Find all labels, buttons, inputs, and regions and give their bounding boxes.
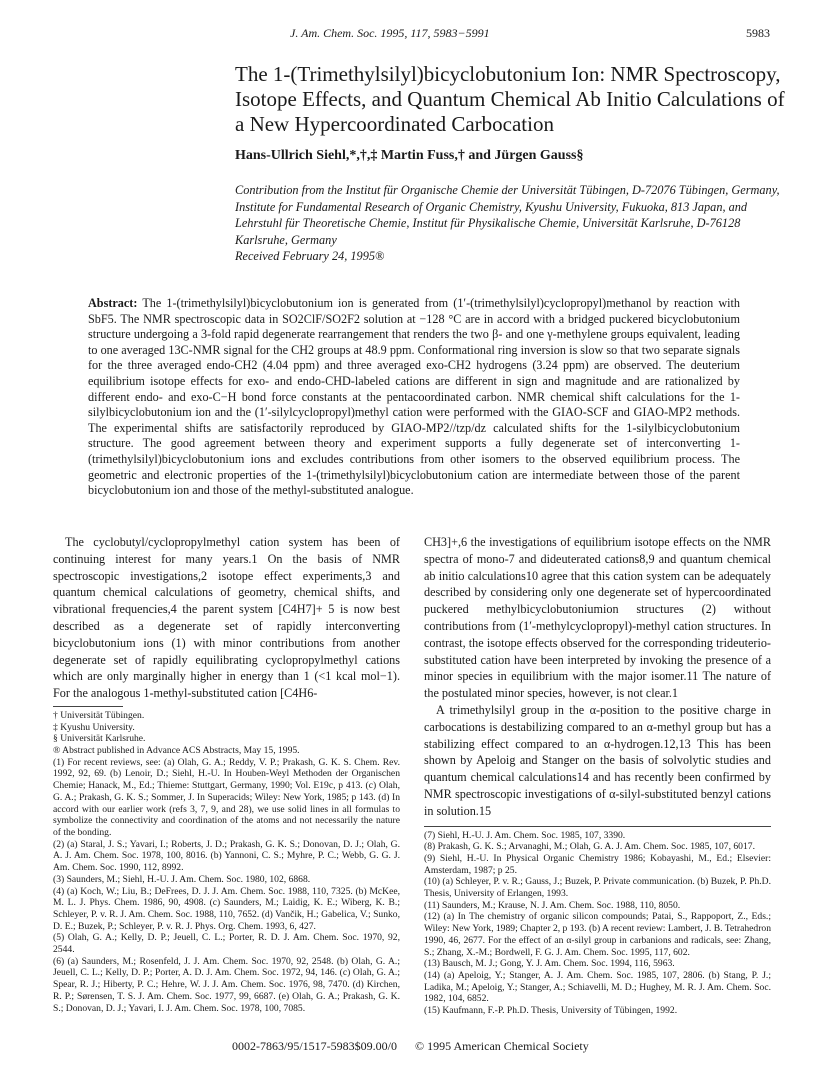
body-paragraph-2 [424,702,771,820]
footnote: (10) (a) Schleyer, P. v. R.; Gauss, J.; Buzek, P. Private communication. (b) Buzek, P. Ph.D. Thesis, University of Erlangen, 1993. [424,876,771,900]
author-list: Hans-Ullrich Siehl,*,†,‡ Martin Fuss,† and Jürgen Gauss§ [235,148,584,163]
footnote: § Universität Karlsruhe. [53,733,146,745]
received-date: Received February 24, 1995® [235,249,385,263]
abstract-label: Abstract: [88,296,138,310]
affiliation: Contribution from the Institut für Organische Chemie der Universität Tübingen, D-72076 Tübingen, Germany, Institute for Fundamental Research of Organic Chemistry, Kyushu University, Fukuoka, 813 Japan, and Lehrstuhl für Theoretische Chemie, Institut für Physikalische Chemie, Universität Karlsruhe, D-76128 Karlsruhe, Germany [235,183,780,247]
body-paragraph-1: CH3]+,6 the investigations of equilibrium isotope effects on the NMR spectra of mono-7 and dideuterated cations8,9 and quantum chemical ab initio calculations10 agree that this cation system can be adequately described by considering only one degenerate set of hypercoordinated puckered methylbicyclobutoniumion structures (2) without contributions from (1′-methylcyclopropyl)-methyl cation structures. In contrast, the isotope effects observed for the corresponding trideuterio-substituted cation have been interpreted by invoking the presence of a minor species in equilibrium with the major isomer.11 The nature of the postulated minor species, however, is not clear.1 [424,535,771,701]
footnote: (9) Siehl, H.-U. In Physical Organic Chemistry 1986; Kobayashi, M., Ed.; Elsevier: Amsterdam, 1987; p 25. [424,852,771,876]
footnotes-right [424,830,771,1017]
left-column [53,534,400,1014]
footnote: † Universität Tübingen. [53,709,145,721]
footnote: (14) (a) Apeloig, Y.; Stanger, A. J. Am. Chem. Soc. 1985, 107, 2806. (b) Stang, P. J.; Ladika, M.; Apeloig, Y.; Stanger, A.; Schiavelli, M. D.; Hughey, M. R. J. Am. Chem. Soc. 1982, 104, 6852. [424,969,771,1005]
intro-paragraph [53,534,400,702]
footnote: (5) Olah, G. A.; Kelly, D. P.; Jeuell, C. L.; Porter, R. D. J. Am. Chem. Soc. 1970, 92, 2544. [53,932,400,956]
article-title: The 1-(Trimethylsilyl)bicyclobutonium Ion: NMR Spectroscopy, Isotope Effects, and Quantum Chemical Ab Initio Calculations of a New Hypercoordinated Carbocation [235,62,785,136]
footnote: (11) Saunders, M.; Krause, N. J. Am. Chem. Soc. 1988, 110, 8050. [424,899,681,911]
footnote: ® Abstract published in Advance ACS Abstracts, May 15, 1995. [53,745,300,757]
footnote: (12) (a) In The chemistry of organic silicon compounds; Patai, S., Rappoport, Z., Eds.; Wiley: New York, 1989; Chapter 2, p 193. (b) A recent review: Lambert, J. B. Tetrahedron 1990, 46, 2677. For the effect of an α-silyl group in carbanions and radicals, see: Zhang, S.; Zhang, X.-M.; Bordwell, F. G. J. Am. Chem. Soc. 1995, 117, 602. [424,911,771,958]
journal-citation: J. Am. Chem. Soc. 1995, 117, 5983−5991 [290,26,490,40]
body-paragraph-2-text: A trimethylsilyl group in the α-position to the positive charge in carbocations is destabilizing compared to an α-methyl group but has a stabilizing effect compared to an α-hydrogen.12,13 This has been shown by Apeloig and Stanger on the basis of solvolytic studies and quantum chemical calculations14 and has recently been confirmed by NMR spectroscopic investigations of α-silyl-substituted benzyl cations in solution.15 [424,702,771,818]
footnote: (13) Bausch, M. J.; Gong, Y. J. Am. Chem. Soc. 1994, 116, 5963. [424,958,675,970]
article-code: 0002-7863/95/1517-5983$09.00/0 [232,1039,397,1053]
abstract-text: The 1-(trimethylsilyl)bicyclobutonium ion is generated from (1′-(trimethylsilyl)cyclopropyl)methanol by reaction with SbF5. The NMR spectroscopic data in SO2ClF/SO2F2 solution at −128 °C are in accord with a bridged puckered bicyclobutonium structure undergoing a 3-fold rapid degenerate rearrangement that renders the two β- and one γ-methylene groups equivalent, leading to one averaged 13C-NMR signal for the CH2 groups at 48.9 ppm. Conformational ring inversion is slow so that two separate signals for the three averaged endo-CH2 (4.04 ppm) and three averaged exo-CH2 hydrogens (3.24 ppm) are observed. The deuterium equilibrium isotope effects for exo- and endo-CHD-labeled cations are different in sign and magnitude and are rationalized by different endo- and exo-C−H bond force constants at the pentacoordinated carbon. NMR chemical shift calculations for the 1-silylbicyclobutonium ion and the (1′-silylcyclopropyl)methyl cation were performed with the GIAO-SCF and GIAO-MP2 methods. The experimental shifts are satisfactorily reproduced by GIAO-MP2//tzp/dz calculated shifts for the 1-silylbicyclobutonium structure. The good agreement between theory and experiment supports a fully degenerate set of interconverting 1-(trimethylsilyl)bicyclobutonium ions and excludes contributions from other isomers to the observed equilibrium process. The geometric and electronic properties of the 1-(trimethylsilyl)bicyclobutonium cation are intermediate between those of the parent bicyclobutonium ion and those of the methyl-substituted analogue. [88,296,741,498]
footnote: ‡ Kyushu University. [53,721,135,733]
page-footer [0,1039,823,1055]
footnote: (8) Prakash, G. K. S.; Arvanaghi, M.; Olah, G. A. J. Am. Chem. Soc. 1985, 107, 6017. [424,841,755,853]
footnote: (6) (a) Saunders, M.; Rosenfeld, J. J. Am. Chem. Soc. 1970, 92, 2548. (b) Olah, G. A.; Jeuell, C. L.; Kelly, D. P.; Porter, A. D. J. Am. Chem. Soc. 1972, 94, 146. (c) Olah, G. A.; Spear, R. J.; Hiberty, P. C.; Hehre, W. J. J. Am. Chem. Soc. 1976, 98, 7470. (d) Kirchen, R. P.; Sørensen, T. S. J. Am. Chem. Soc. 1977, 99, 6687. (e) Olah, G. A.; Prakash, G. K. S.; Donovan, D. J.; Yavari, I. J. Am. Chem. Soc. 1978, 100, 7085. [53,955,400,1014]
right-column [424,534,771,1017]
copyright: © 1995 American Chemical Society [415,1039,589,1053]
footnote: (7) Siehl, H.-U. J. Am. Chem. Soc. 1985, 107, 3390. [424,829,626,841]
footnote: (15) Kaufmann, F.-P. Ph.D. Thesis, University of Tübingen, 1992. [424,1005,678,1017]
footnote: (1) For recent reviews, see: (a) Olah, G. A.; Reddy, V. P.; Prakash, G. K. S. Chem. Rev. 1992, 92, 69. (b) Lenoir, D.; Siehl, H.-U. In Houben-Weyl Methoden der Organischen Chemie; Hanack, M., Ed.; Thieme: Stuttgart, Germany, 1990; Vol. E19c, p 413. (c) Olah, G. A.; Prakash, G. K. S.; Sommer, J. In Superacids; Wiley: New York, 1985; p 143. (d) In accord with our earlier work (refs 3, 7, 9, and 28), we use solid lines in all formulas to symbolize the connectivity and coordination of the atoms and not necessarily the nature of the bonding. [53,756,400,838]
footnote-divider [424,826,771,827]
footnote-divider [53,706,123,707]
abstract [88,296,740,499]
footnote: (3) Saunders, M.; Siehl, H.-U. J. Am. Chem. Soc. 1980, 102, 6868. [53,873,311,885]
footnote: (2) (a) Staral, J. S.; Yavari, I.; Roberts, J. D.; Prakash, G. K. S.; Donovan, D. J.; Olah, G. A. J. Am. Chem. Soc. 1978, 100, 8016. (b) Yannoni, C. S.; Myhre, P. C.; Webb, G. G. J. Am. Chem. Soc. 1990, 112, 8992. [53,838,400,874]
running-head [0,26,823,42]
footnote: (4) (a) Koch, W.; Liu, B.; DeFrees, D. J. J. Am. Chem. Soc. 1988, 110, 7325. (b) McKee, M. L. J. Phys. Chem. 1986, 90, 4908. (c) Saunders, M.; Laidig, K. E.; Wiberg, K. B.; Schleyer, P. v. R. J. Am. Chem. Soc. 1988, 110, 7652. (d) Vančik, H.; Gabelica, V.; Sunko, D. E.; Buzek, P.; Schleyer, P. v. R. J. Phys. Org. Chem. 1993, 6, 427. [53,885,400,932]
intro-paragraph-text: The cyclobutyl/cyclopropylmethyl cation system has been of continuing interest for many years.1 On the basis of NMR spectroscopic investigations,2 isotope effect experiments,3 and quantum chemical calculations of geometry, chemical shifts, and vibrational frequencies,4 the parent system [C4H7]+ 5 is now best described as a degenerate set of rapidly interconverting bicyclobutonium ions (1) with minor contributions from another degenerate set of rapidly equilibrating cyclopropylmethyl cations which are only marginally higher in energy than 1 (<1 kcal mol−1). For the analogous 1-methyl-substituted cation [C4H6- [53,535,400,701]
page-number: 5983 [746,26,770,40]
footnotes-left [53,710,400,1014]
